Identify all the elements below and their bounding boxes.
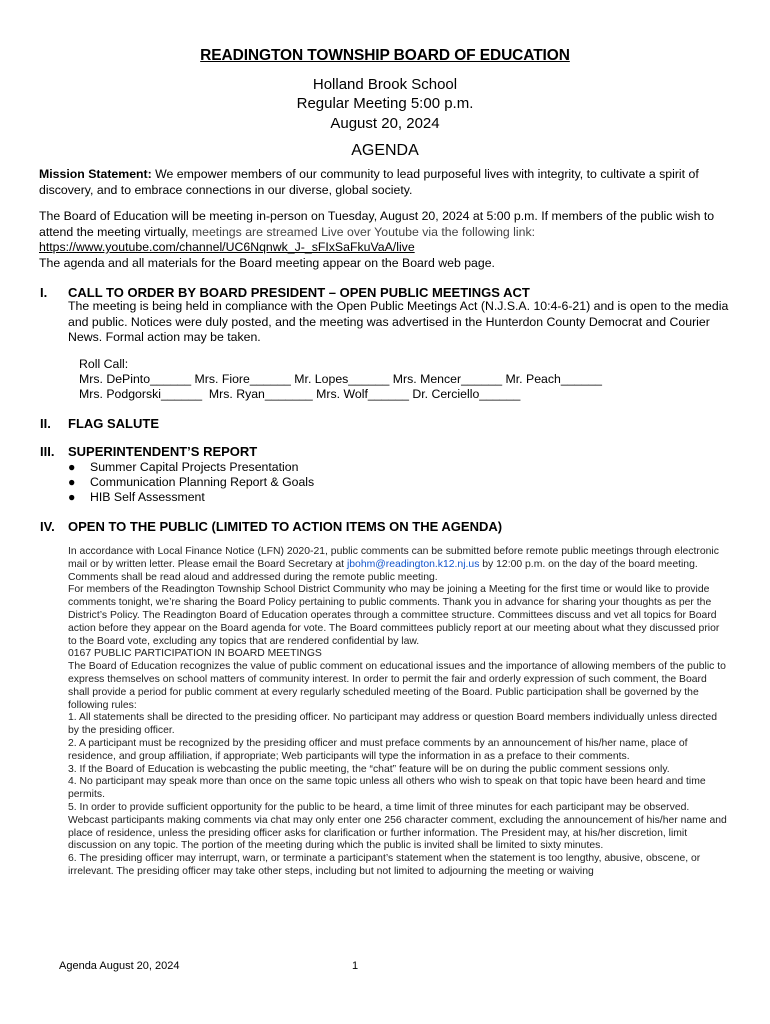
section-number-3: III. [40,444,55,459]
community-paragraph: For members of the Readington Township School District Community who may be joining a Meeting for the first time or would like to provide comments tonight, we’re sharing the Board Policy pertaining to public comments. Thank you in advance for sharing your thoughts as per the District’s Policy. The Readington Board of Education operates through a committee structure. Committees discuss and vet all topics for Board action before they appear on the Board agenda for vote. The Board committees publicly report at our meeting about what they discussed prior to the Board vote, excluding any topics that are rendered confidential by law. [68,584,720,647]
bullet-icon: ● [68,460,76,474]
list-item-text: HIB Self Assessment [90,490,205,504]
materials-note: The agenda and all materials for the Board meeting appear on the Board web page. [39,255,495,270]
list-item [68,475,314,490]
section-number-2: II. [40,416,51,431]
secretary-email-link[interactable]: jbohm@readington.k12.nj.us [346,558,480,570]
youtube-link[interactable]: https://www.youtube.com/channel/UC6Nqnwk_J-_sFIxSaFkuVaA/live [39,240,415,254]
section-title-open-to-public: OPEN TO THE PUBLIC (LIMITED TO ACTION ITEMS ON THE AGENDA) [68,519,503,534]
bullet-icon: ● [68,475,76,489]
rule-6: 6. The presiding officer may interrupt, warn, or terminate a participant’s statement when the statement is too lengthy, abusive, obscene, or irrelevant. The presiding officer may take other steps, including but not limited to adjourning the meeting or waiving [68,853,701,877]
section-number-1: I. [40,285,48,300]
school-name: Holland Brook School [312,76,458,93]
meeting-date: August 20, 2024 [330,115,440,132]
section-title-superintendent-report: SUPERINTENDENT’S REPORT [68,444,258,459]
footer-label: Agenda August 20, 2024 [59,960,180,972]
list-item [68,490,314,505]
page-number: 1 [352,960,359,972]
meeting-info [39,209,729,271]
section-title-call-to-order: CALL TO ORDER BY BOARD PRESIDENT – OPEN PUBLIC MEETINGS ACT [68,285,530,300]
agenda-heading: AGENDA [351,142,419,159]
roll-call [79,357,602,402]
bullet-icon: ● [68,490,76,504]
compliance-text: The meeting is being held in compliance with the Open Public Meetings Act (N.J.S.A. 10:4-6-21) and is open to the media and public. Notices were duly posted, and the meeting was advertised in the Hunterdon County Democrat and Courier News. Formal action may be taken. [68,299,729,344]
policy-paragraph: The Board of Education recognizes the value of public comment on educational issues and the importance of allowing members of the public to express themselves on school matters of community interest. In order to permit the fair and orderly expression of such comment, the Board shall provide a period for public comment at every regularly scheduled meeting of the Board. Public participation shall be governed by the following rules: [68,661,726,711]
rule-2: 2. A participant must be recognized by the presiding officer and must preface comments by an announcement of his/her name, place of residence, and group affiliation, if appropriate; Web participants will type the information in as a preface to their comments. [68,737,688,762]
list-item-text: Communication Planning Report & Goals [90,475,315,489]
meeting-info-text: The Board of Education will be meeting in-person on Tuesday, August 20, 2024 at 5:00 p.m. If members of the public wish to attend the meeting virtually, [39,209,715,239]
lfn-text: In accordance with Local Finance Notice (LFN) 2020-21, public comments can be submitted before remote public meetings through electronic mail or by written letter. Please email the Board Secretary at [68,546,719,570]
roll-call-line-2: Mrs. Podgorski______ Mrs. Ryan_______ Mrs. Wolf______ Dr. Cerciello______ [79,387,521,401]
mission-label: Mission Statement: [39,167,152,181]
section-number-4: IV. [40,519,55,534]
roll-call-line-1: Mrs. DePinto______ Mrs. Fiore______ Mr. Lopes______ Mrs. Mencer______ Mr. Peach______ [79,372,602,386]
meeting-type: Regular Meeting 5:00 p.m. [296,95,474,112]
rule-1: 1. All statements shall be directed to the presiding officer. No participant may address or question Board members individually unless directed by the presiding officer. [68,712,717,737]
public-comment-policy [68,546,728,879]
lfn-text-after: by 12:00 p.m. on the day of the board meeting. Comments shall be read aloud and addressed during the remote public meeting. [68,558,698,583]
lfn-paragraph [68,546,728,584]
rule-3: 3. If the Board of Education is webcasting the public meeting, the “chat” feature will be on during the public comment sessions only. [68,763,670,775]
superintendent-report-list [68,460,314,505]
roll-call-label: Roll Call: [79,357,129,371]
document-title: READINGTON TOWNSHIP BOARD OF EDUCATION [200,47,570,64]
meeting-info-stream: meetings are streamed Live over Youtube via the following link: [191,224,536,239]
mission-statement [39,167,729,198]
list-item-text: Summer Capital Projects Presentation [90,460,299,474]
section-title-flag-salute: FLAG SALUTE [68,416,159,431]
list-item [68,460,314,475]
policy-title: 0167 PUBLIC PARTICIPATION IN BOARD MEETINGS [68,648,322,660]
rule-5: 5. In order to provide sufficient opportunity for the public to be heard, a time limit of three minutes for each participant may be observed. Webcast participants making comments via chat may only enter one 256 character comment, excluding the announcement of his/her name and place of residence, unless the presiding officer asks for clarification or further information. The President may, at his/her discretion, limit discussion on any topic. The portion of the meeting during which the public is invited shall be limited to sixty minutes. [68,801,727,852]
rule-4: 4. No participant may speak more than once on the same topic unless all others who wish to speak on that topic have been heard and time permits. [68,776,706,801]
mission-text: We empower members of our community to lead purposeful lives with integrity, to cultivate a spirit of discovery, and to embrace connections in our diverse, global society. [39,167,699,197]
